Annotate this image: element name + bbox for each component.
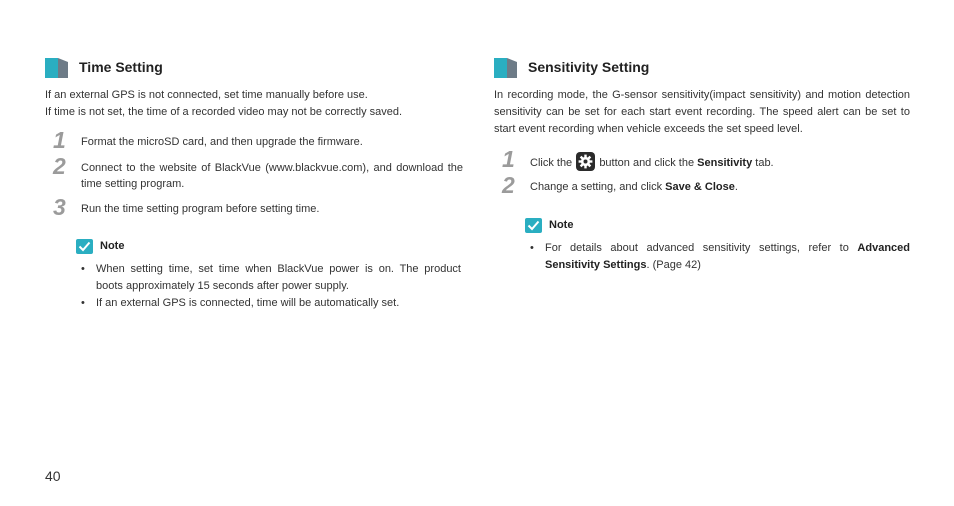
step-text-part: . bbox=[734, 181, 738, 193]
step-text-part: button and click the bbox=[599, 157, 695, 169]
step-text: Format the microSD card, and then upgrade the firmware. bbox=[81, 136, 363, 148]
step-text-bold: Sensitivity bbox=[697, 157, 753, 169]
note-item bbox=[76, 295, 461, 312]
note-check-icon bbox=[525, 218, 542, 233]
bullet: • bbox=[81, 297, 85, 309]
note-title: Note bbox=[100, 240, 125, 252]
step-text: Run the time setting program before setting time. bbox=[81, 203, 320, 215]
gear-icon bbox=[578, 154, 593, 169]
intro-line: If an external GPS is not connected, set time manually before use. bbox=[45, 89, 368, 101]
note-check-icon bbox=[76, 239, 93, 254]
step-number: 1 bbox=[53, 127, 66, 153]
step-text-part: tab. bbox=[755, 157, 774, 169]
sensitivity-intro: In recording mode, the G-sensor sensitivity(impact sensitivity) and motion detection sensitivity can be set for each start event recording. The speed alert can be set to start event recording when vehicle exceeds the set speed level. bbox=[494, 89, 910, 135]
note-item-text: If an external GPS is connected, time will be automatically set. bbox=[96, 297, 400, 309]
step-number: 1 bbox=[502, 146, 515, 172]
section-title: Sensitivity Setting bbox=[528, 59, 650, 75]
step-number: 2 bbox=[502, 172, 515, 198]
note-header bbox=[525, 218, 910, 236]
step-text bbox=[530, 179, 910, 195]
sensitivity-steps bbox=[494, 146, 910, 202]
bullet: • bbox=[530, 242, 534, 254]
section-title: Time Setting bbox=[79, 59, 163, 75]
step-text-bold: Save & Close bbox=[665, 181, 735, 193]
settings-button[interactable] bbox=[576, 152, 595, 171]
step-text bbox=[530, 152, 910, 171]
sensitivity-setting-header bbox=[494, 58, 910, 80]
time-setting-note bbox=[76, 239, 461, 312]
section-book-icon bbox=[494, 58, 517, 78]
note-title: Note bbox=[549, 219, 574, 231]
note-item bbox=[525, 240, 910, 274]
time-setting-intro bbox=[45, 87, 463, 121]
note-header bbox=[76, 239, 461, 257]
note-item-text: . (Page 42) bbox=[646, 259, 701, 271]
note-item bbox=[76, 261, 461, 295]
bullet: • bbox=[81, 263, 85, 275]
step-text: Connect to the website of BlackVue (www.blackvue.com), and download the time setting program. bbox=[81, 162, 463, 190]
time-setting-steps bbox=[45, 127, 463, 233]
time-setting-header bbox=[45, 58, 463, 80]
time-setting-section bbox=[45, 58, 463, 80]
note-item-text: For details about advanced sensitivity settings, refer to bbox=[545, 242, 849, 254]
section-book-icon bbox=[45, 58, 68, 78]
step-number: 3 bbox=[53, 194, 66, 220]
note-item-text: When setting time, set time when BlackVue power is on. The product boots approximately 15 seconds after power supply. bbox=[96, 263, 461, 292]
step-text-part: Change a setting, and click bbox=[530, 181, 663, 193]
sensitivity-setting-section bbox=[494, 58, 910, 80]
sensitivity-note bbox=[525, 218, 910, 274]
note-item-bold: Advanced Sensitivity Settings bbox=[545, 242, 910, 271]
page-number: 40 bbox=[45, 468, 61, 484]
step-number: 2 bbox=[53, 153, 66, 179]
step-text-part: Click the bbox=[530, 157, 573, 169]
intro-line: If time is not set, the time of a recorded video may not be correctly saved. bbox=[45, 106, 403, 118]
